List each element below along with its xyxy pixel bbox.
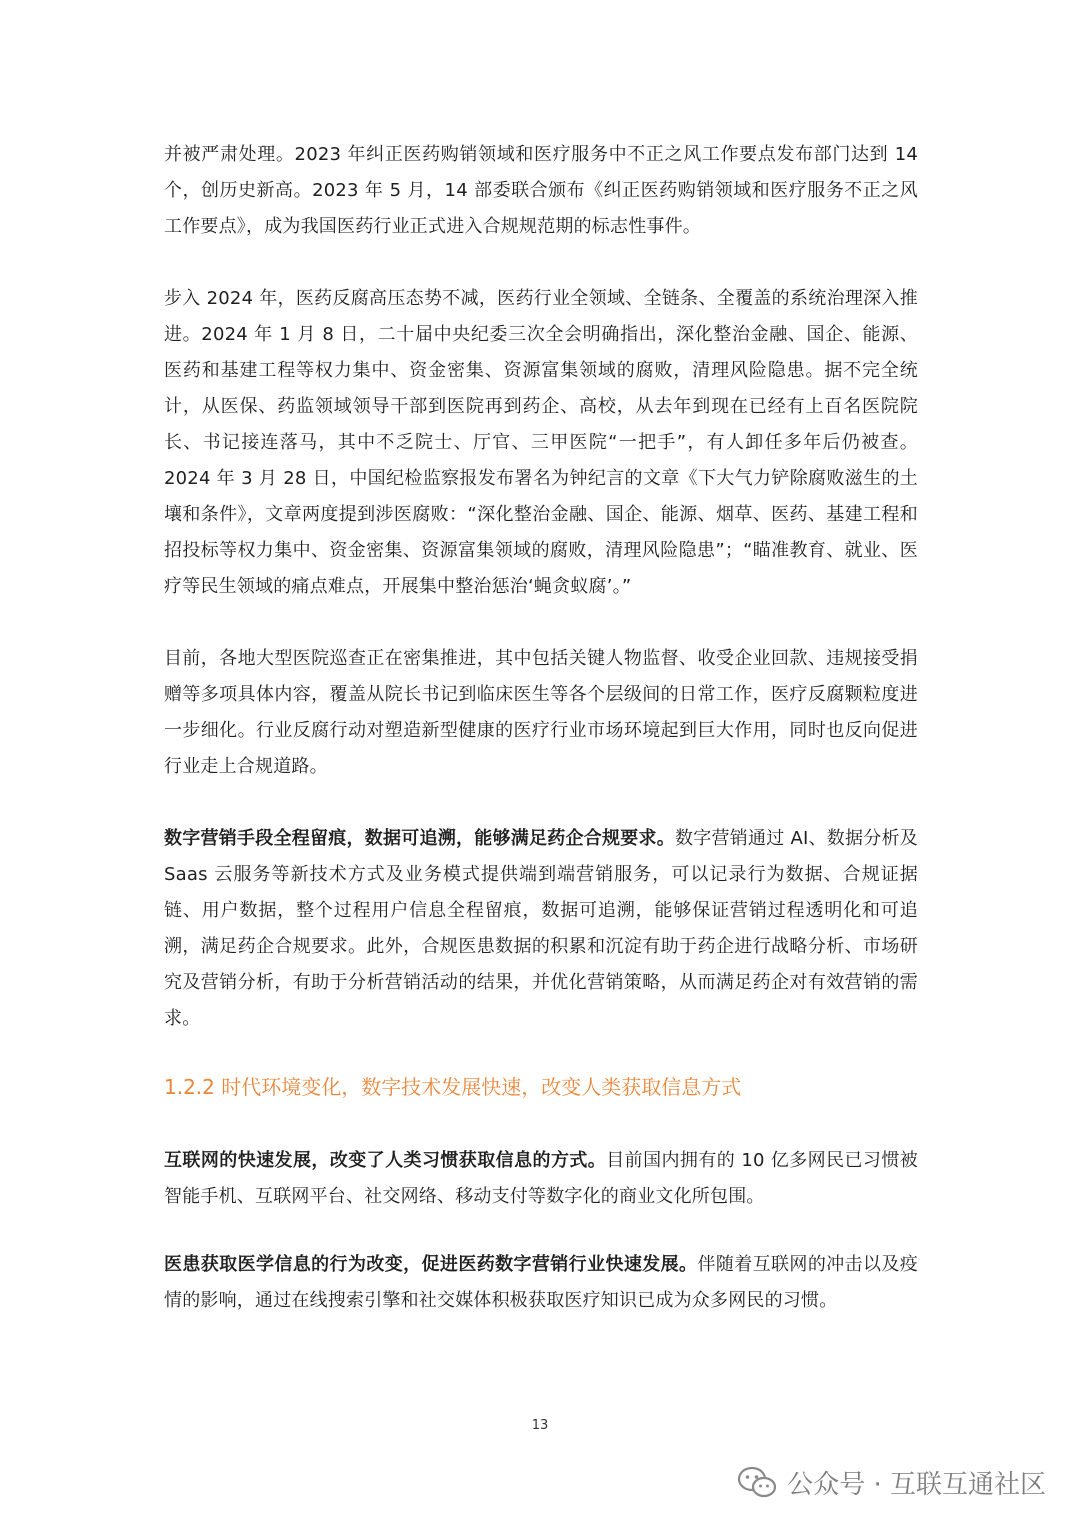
- document-body: [164, 137, 918, 1319]
- watermark: [737, 1459, 1046, 1505]
- paragraph-internet-development: [164, 1143, 918, 1215]
- wechat-icon: [737, 1465, 777, 1499]
- section-heading: 1.2.2 时代环境变化，数字技术发展快速，改变人类获取信息方式: [164, 1075, 742, 1099]
- paragraph-digital-marketing-compliance: [164, 821, 918, 1037]
- paragraph-body-text: 目前国内拥有的 10 亿多网民已习惯被智能手机、互联网平台、社交网络、移动支付等数字化的商业文化所包围。: [164, 1150, 918, 1207]
- paragraph-compliance-period: 并被严肃处理。2023 年纠正医药购销领域和医疗服务中不正之风工作要点发布部门达到 14 个，创历史新高。2023 年 5 月，14 部委联合颁布《纠正医药购销领域和医疗服务不正之风工作要点》，成为我国医药行业正式进入合规规范期的标志性事件。: [164, 144, 918, 237]
- paragraph-body-text: 伴随着互联网的冲击以及疫情的影响，通过在线搜索引擎和社交媒体积极获取医疗知识已成为众多网民的习惯。: [164, 1254, 918, 1311]
- page-number: 13: [531, 1418, 549, 1433]
- watermark-text: 公众号 · 互联互通社区: [787, 1469, 1046, 1500]
- paragraph-patient-behavior: [164, 1247, 918, 1319]
- paragraph-hospital-inspection: 目前，各地大型医院巡查正在密集推进，其中包括关键人物监督、收受企业回款、违规接受捐赠等多项具体内容，覆盖从院长书记到临床医生等各个层级间的日常工作，医疗反腐颗粒度进一步细化。行业反腐行动对塑造新型健康的医疗行业市场环境起到巨大作用，同时也反向促进行业走上合规道路。: [164, 648, 918, 777]
- paragraph-lead-bold: 互联网的快速发展，改变了人类习惯获取信息的方式。: [164, 1150, 607, 1171]
- paragraph-anticorruption-2024: 步入 2024 年，医药反腐高压态势不减，医药行业全领域、全链条、全覆盖的系统治理深入推进。2024 年 1 月 8 日，二十届中央纪委三次全会明确指出，深化整治金融、国企、能源、医药和基建工程等权力集中、资金密集、资源富集领域的腐败，清理风险隐患。据不完全统计，从医保、药监领域领导干部到医院再到药企、高校，从去年到现在已经有上百名医院院长、书记接连落马，其中不乏院士、厅官、三甲医院“一把手”，有人卸任多年后仍被查。2024 年 3 月 28 日，中国纪检监察报发布署名为钟纪言的文章《下大气力铲除腐败滋生的土壤和条件》，文章两度提到涉医腐败：“深化整治金融、国企、能源、烟草、医药、基建工程和招投标等权力集中、资金密集、资源富集领域的腐败，清理风险隐患”；“瞄准教育、就业、医疗等民生领域的痛点难点，开展集中整治惩治‘蝇贪蚁腐’。”: [164, 288, 918, 597]
- paragraph-lead-bold: 医患获取医学信息的行为改变，促进医药数字营销行业快速发展。: [164, 1254, 698, 1275]
- paragraph-body-text: 数字营销通过 AI、数据分析及 Saas 云服务等新技术方式及业务模式提供端到端营销服务，可以记录行为数据、合规证据链、用户数据，整个过程用户信息全程留痕，数据可追溯，能够保证营销过程透明化和可追溯，满足药企合规要求。此外，合规医患数据的积累和沉淀有助于药企进行战略分析、市场研究及营销分析，有助于分析营销活动的结果，并优化营销策略，从而满足药企对有效营销的需求。: [164, 828, 918, 1029]
- paragraph-lead-bold: 数字营销手段全程留痕，数据可追溯，能够满足药企合规要求。: [164, 828, 675, 849]
